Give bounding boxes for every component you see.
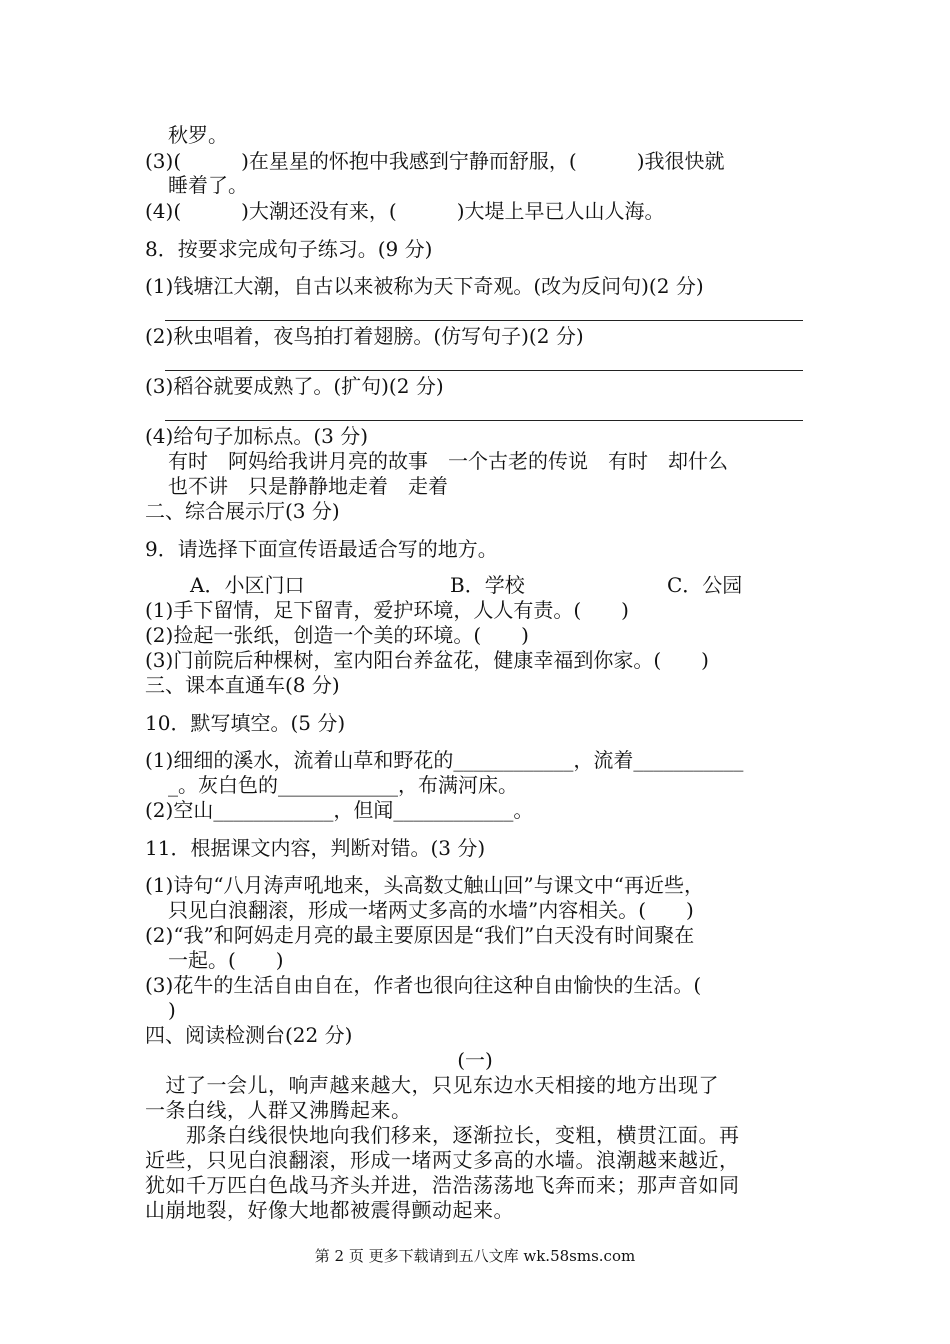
q8-item4-text-line2: 也不讲 只是静静地走着 走着 xyxy=(168,474,448,498)
q8-item4: (4)给句子加标点。(3 分) xyxy=(145,424,369,448)
passage-p1-line2: 一条白线，人群又沸腾起来。 xyxy=(145,1098,412,1122)
q10-item1-line2: _。灰白色的____________，布满河床。 xyxy=(168,773,518,797)
q11-item3-line1: (3)花牛的生活自由自在，作者也很向往这种自由愉快的生活。( xyxy=(145,973,702,997)
passage-number: (一) xyxy=(457,1048,493,1072)
q11-item1-line2: 只见白浪翻滚，形成一堵两丈多高的水墙”内容相关。( ) xyxy=(168,898,694,922)
q8-heading: 8．按要求完成句子练习。(9 分) xyxy=(145,237,433,261)
q11-item3-line2: ) xyxy=(168,998,176,1022)
q7-item4: (4)( )大潮还没有来，( )大堤上早已人山人海。 xyxy=(145,199,665,223)
q7-item3-line1: (3)( )在星星的怀抱中我感到宁静而舒服，( )我很快就 xyxy=(145,149,725,173)
answer-line xyxy=(165,320,803,321)
q9-option-c: C．公园 xyxy=(667,573,743,597)
q9-item1: (1)手下留情，足下留青，爱护环境，人人有责。( ) xyxy=(145,598,629,622)
section2-heading: 二、综合展示厅(3 分) xyxy=(145,499,340,523)
q10-item1-line1: (1)细细的溪水，流着山草和野花的____________，流着___________ xyxy=(145,748,744,772)
section3-heading: 三、课本直通车(8 分) xyxy=(145,673,340,697)
q11-item2-line2: 一起。( ) xyxy=(168,948,284,972)
q8-item3: (3)稻谷就要成熟了。(扩句)(2 分) xyxy=(145,374,444,398)
q10-item2: (2)空山____________，但闻____________。 xyxy=(145,798,534,822)
q9-item2: (2)捡起一张纸，创造一个美的环境。( ) xyxy=(145,623,529,647)
q9-option-a: A．小区门口 xyxy=(190,573,305,597)
q7-item2-continuation: 秋罗。 xyxy=(168,123,228,147)
q11-item2-line1: (2)“我”和阿妈走月亮的最主要原因是“我们”白天没有时间聚在 xyxy=(145,923,695,947)
q9-heading: 9．请选择下面宣传语最适合写的地方。 xyxy=(145,537,498,561)
page-footer: 第 2 页 更多下载请到五八文库 wk.58sms.com xyxy=(314,1247,636,1265)
q9-item3: (3)门前院后种棵树，室内阳台养盆花，健康幸福到你家。( ) xyxy=(145,648,709,672)
passage-p2-line2: 近些，只见白浪翻滚，形成一堵两丈多高的水墙。浪潮越来越近， xyxy=(145,1148,740,1172)
q8-item1: (1)钱塘江大潮，自古以来被称为天下奇观。(改为反问句)(2 分) xyxy=(145,274,704,298)
q8-item2: (2)秋虫唱着，夜鸟拍打着翅膀。(仿写句子)(2 分) xyxy=(145,324,584,348)
q11-item1-line1: (1)诗句“八月涛声吼地来，头高数丈触山回”与课文中“再近些， xyxy=(145,873,705,897)
passage-p2-line4: 山崩地裂，好像大地都被震得颤动起来。 xyxy=(145,1198,514,1222)
q11-heading: 11．根据课文内容，判断对错。(3 分) xyxy=(145,836,486,860)
section4-heading: 四、阅读检测台(22 分) xyxy=(145,1023,353,1047)
q8-item4-text-line1: 有时 阿妈给我讲月亮的故事 一个古老的传说 有时 却什么 xyxy=(168,449,728,473)
q9-option-b: B．学校 xyxy=(450,573,525,597)
answer-line xyxy=(165,370,803,371)
passage-p2-line3: 犹如千万匹白色战马齐头并进，浩浩荡荡地飞奔而来；那声音如同 xyxy=(145,1173,740,1197)
passage-p1-line1: 过了一会儿，响声越来越大，只见东边水天相接的地方出现了 xyxy=(145,1073,719,1097)
q10-heading: 10．默写填空。(5 分) xyxy=(145,711,346,735)
q7-item3-line2: 睡着了。 xyxy=(168,173,248,197)
passage-p2-line1: 那条白线很快地向我们移来，逐渐拉长，变粗，横贯江面。再 xyxy=(145,1123,740,1147)
answer-line xyxy=(165,420,803,421)
